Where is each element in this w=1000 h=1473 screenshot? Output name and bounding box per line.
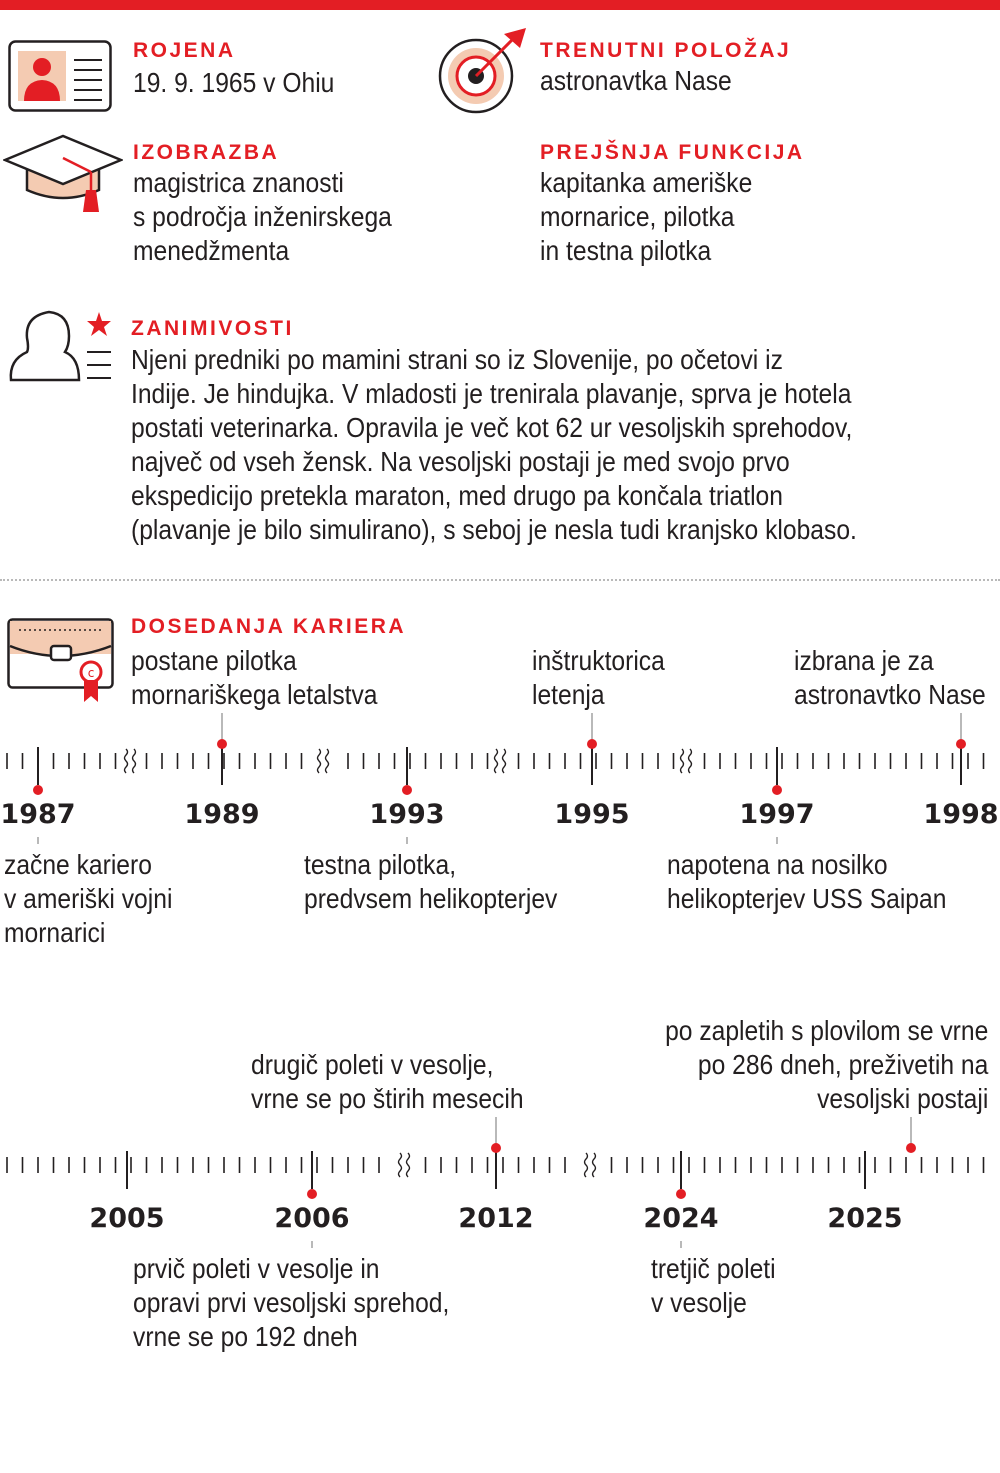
year-label-2006: 2006 xyxy=(274,1203,350,1234)
axis-break xyxy=(125,749,128,773)
event-dot-1987 xyxy=(33,785,43,795)
year-label-1998: 1998 xyxy=(923,799,999,830)
event-1989: postane pilotka mornariškega letalstva xyxy=(131,645,378,710)
briefcase-icon xyxy=(7,618,117,704)
position-label: TRENUTNI POLOŽAJ xyxy=(540,39,792,62)
year-label-1987: 1987 xyxy=(0,799,76,830)
year-label-2024: 2024 xyxy=(643,1203,719,1234)
previous-label: PREJŠNJA FUNKCIJA xyxy=(540,141,805,164)
id-card-icon xyxy=(8,40,112,112)
year-label-1997: 1997 xyxy=(739,799,815,830)
education-value: magistrica znanosti s področja inženirskega menedžmenta xyxy=(133,167,392,266)
person-star-icon xyxy=(3,308,117,386)
born-label: ROJENA xyxy=(133,39,236,62)
axis-break xyxy=(503,749,506,773)
top-accent-bar xyxy=(0,0,1000,10)
event-1993: testna pilotka, predvsem helikopterjev xyxy=(304,849,558,914)
event-dot-2006 xyxy=(307,1189,317,1199)
event-dot-1997 xyxy=(772,785,782,795)
section-divider xyxy=(0,579,1000,581)
axis-break xyxy=(593,1153,596,1177)
axis-break xyxy=(681,749,684,773)
previous-value: kapitanka ameriške mornarice, pilotka in testna pilotka xyxy=(540,167,753,266)
event-dot-1998 xyxy=(956,739,966,749)
event-1987: začne kariero v ameriški vojni mornarici xyxy=(4,849,173,948)
axis-break xyxy=(133,749,136,773)
trivia-text: Njeni predniki po mamini strani so iz Slovenije, po očetovi iz Indije. Je hindujka. V mladosti je trenirala plavanje, sprva je hotela postati veterinarka. Opravila je več kot 62 ur vesoljskih sprehodov, največ od vseh žensk. Na vesoljski postaji je med svojo prvo ekspedicijo pretekla maraton, med drugo pa končala triatlon (plavanje je bilo simulirano), s seboj je nesla tudi kranjsko klobaso. xyxy=(131,344,857,545)
event-2006: prvič poleti v vesolje in opravi prvi vesoljski sprehod, vrne se po 192 dneh xyxy=(133,1253,450,1352)
event-2024: tretjič poleti v vesolje xyxy=(651,1253,776,1318)
event-dot-2012 xyxy=(491,1143,501,1153)
svg-text:c: c xyxy=(87,666,95,680)
year-label-1989: 1989 xyxy=(184,799,260,830)
target-icon xyxy=(436,26,532,116)
axis-break xyxy=(689,749,692,773)
event-dot-2025 xyxy=(906,1143,916,1153)
education-label: IZOBRAZBA xyxy=(133,141,280,164)
event-1995: inštruktorica letenja xyxy=(532,645,665,710)
axis-break xyxy=(495,749,498,773)
axis-break xyxy=(407,1153,410,1177)
year-label-2012: 2012 xyxy=(458,1203,534,1234)
trivia-label: ZANIMIVOSTI xyxy=(131,317,294,340)
year-label-1995: 1995 xyxy=(554,799,630,830)
born-value: 19. 9. 1965 v Ohiu xyxy=(133,67,335,98)
event-1997: napotena na nosilko helikopterjev USS Saipan xyxy=(667,849,947,914)
event-2012: drugič poleti v vesolje, vrne se po štirih mesecih xyxy=(251,1049,524,1114)
axis-break xyxy=(585,1153,588,1177)
axis-break xyxy=(399,1153,402,1177)
event-dot-1989 xyxy=(217,739,227,749)
event-2025: po zapletih s plovilom se vrne po 286 dneh, preživetih na vesoljski postaji xyxy=(664,1015,988,1114)
event-dot-1993 xyxy=(402,785,412,795)
event-dot-1995 xyxy=(587,739,597,749)
axis-break xyxy=(326,749,329,773)
graduation-cap-icon xyxy=(3,134,123,216)
position-value: astronavtka Nase xyxy=(540,65,732,96)
year-label-2025: 2025 xyxy=(827,1203,903,1234)
event-1998: izbrana je za astronavtko Nase xyxy=(794,645,986,710)
event-dot-2024 xyxy=(676,1189,686,1199)
career-label: DOSEDANJA KARIERA xyxy=(131,615,407,638)
year-label-1993: 1993 xyxy=(369,799,445,830)
timeline-1 xyxy=(0,708,1000,844)
year-label-2005: 2005 xyxy=(89,1203,165,1234)
timeline-2 xyxy=(0,1112,1000,1248)
axis-break xyxy=(318,749,321,773)
